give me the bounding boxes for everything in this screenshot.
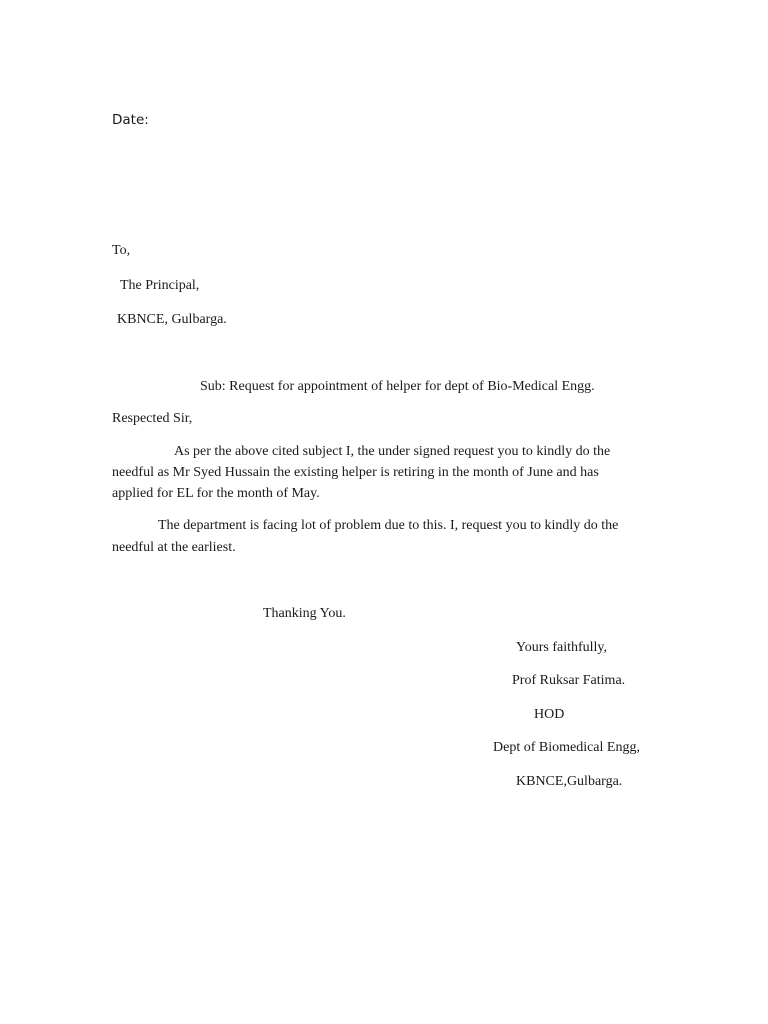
paragraph2-line: The department is facing lot of problem due to this. I, request you to kindly do the xyxy=(158,518,619,533)
paragraph1-line: applied for EL for the month of May. xyxy=(112,486,320,501)
recipient-title: The Principal, xyxy=(120,278,200,293)
paragraph1-line: As per the above cited subject I, the under signed request you to kindly do the xyxy=(174,444,611,459)
signatory-designation: HOD xyxy=(534,707,565,722)
thanks-line: Thanking You. xyxy=(263,606,346,621)
paragraph1-line: needful as Mr Syed Hussain the existing helper is retiring in the month of June and has xyxy=(112,465,599,480)
date-label: Date: xyxy=(112,112,149,128)
signatory-name: Prof Ruksar Fatima. xyxy=(512,673,626,688)
subject-line: Sub: Request for appointment of helper for dept of Bio-Medical Engg. xyxy=(200,379,595,394)
paragraph2-line: needful at the earliest. xyxy=(112,540,236,555)
recipient-institution: KBNCE, Gulbarga. xyxy=(117,312,227,327)
salutation-to: To, xyxy=(112,243,131,258)
greeting: Respected Sir, xyxy=(112,411,193,426)
signatory-institution: KBNCE,Gulbarga. xyxy=(516,774,623,789)
closing-line: Yours faithfully, xyxy=(516,640,608,655)
signatory-department: Dept of Biomedical Engg, xyxy=(493,740,640,755)
